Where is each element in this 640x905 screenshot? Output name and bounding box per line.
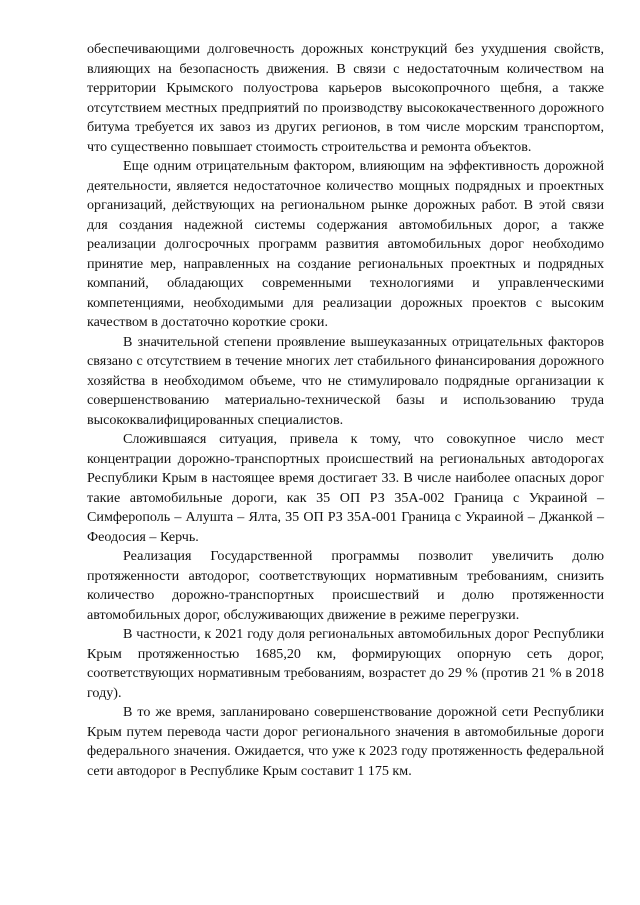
paragraph-5: Реализация Государственной программы позволит увеличить долю протяженности автодорог, соответствующих нормативным требованиям, снизить количество дорожно-транспортных происшествий и долю протяженности автомобильных дорог, обслуживающих движение в режиме перегрузки. (87, 548, 604, 623)
paragraph-4: Сложившаяся ситуация, привела к тому, что совокупное число мест концентрации дорожно-транспортных происшествий на региональных автодорогах Республики Крым в настоящее время достигает 33. В числе наиболее опасных дорог такие автомобильные дороги, как 35 ОП РЗ 35А-002 Граница с Украиной – Симферополь – Алушта – Ялта, 35 ОП РЗ 35А-001 Граница с Украиной – Джанкой – Феодосия – Керчь. (87, 431, 604, 545)
paragraph-2: Еще одним отрицательным фактором, влияющим на эффективность дорожной деятельности, является недостаточное количество мощных подрядных и проектных организаций, действующих на региональном рынке дорожных работ. В этой связи для создания надежной системы содержания автомобильных дорог, а также реализации долгосрочных программ развития автомобильных дорог необходимо принятие мер, направленных на создание региональных проектных и подрядных компаний, обладающих современными технологиями и управленческими компетенциями, необходимыми для реализации дорожных проектов с высоким качеством в достаточно короткие сроки. (87, 158, 604, 330)
paragraph-1: обеспечивающими долговечность дорожных конструкций без ухудшения свойств, влияющих на безопасность движения. В связи с недостаточным количеством на территории Крымского полуострова карьеров высокопрочного щебня, а также отсутствием местных предприятий по производству высококачественного дорожного битума требуется их завоз из других регионов, в том числе морским транспортом, что существенно повышает стоимость строительства и ремонта объектов. (87, 41, 604, 155)
paragraph-3: В значительной степени проявление вышеуказанных отрицательных факторов связано с отсутствием в течение многих лет стабильного финансирования дорожного хозяйства в необходимом объеме, что не стимулировало подрядные организации к совершенствованию материально-технической базы и использованию труда высококвалифицированных специалистов. (87, 333, 604, 428)
paragraph-6: В частности, к 2021 году доля региональных автомобильных дорог Республики Крым протяженностью 1685,20 км, формирующих опорную сеть дорог, соответствующих нормативным требованиям, возрастет до 29 % (против 21 % в 2018 году). (87, 626, 604, 701)
paragraph-7: В то же время, запланировано совершенствование дорожной сети Республики Крым путем перевода части дорог регионального значения в автомобильные дороги федерального значения. Ожидается, что уже к 2023 году протяженность федеральной сети автодорог в Республике Крым составит 1 175 км. (87, 704, 604, 779)
